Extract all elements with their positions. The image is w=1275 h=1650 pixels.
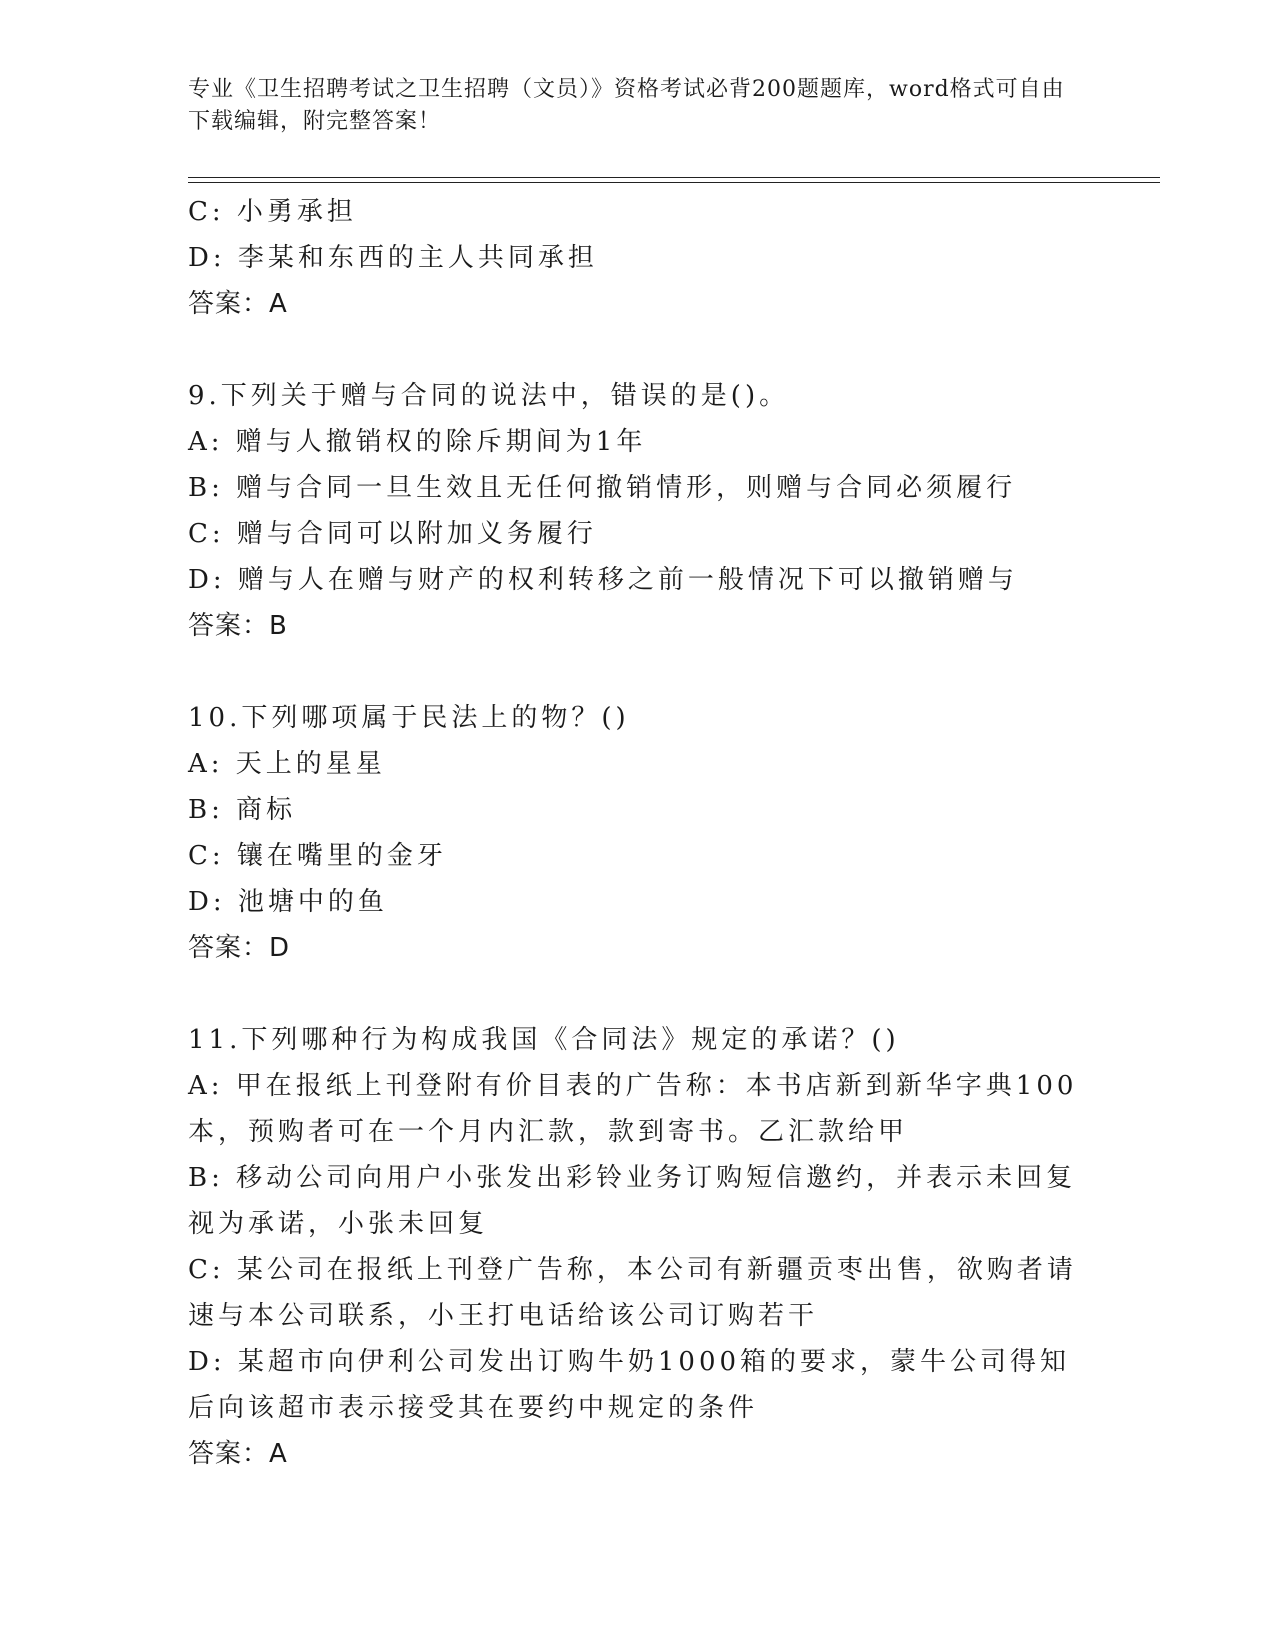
answer-line: 答案：A — [188, 289, 288, 319]
header-divider-bottom — [188, 182, 1160, 183]
question-8-continued — [188, 189, 1088, 327]
option-d: D: 李某和东西的主人共同承担 — [188, 243, 598, 273]
option-c: C: 赠与合同可以附加义务履行 — [188, 519, 597, 549]
question-stem: 9.下列关于赠与合同的说法中，错误的是()。 — [188, 381, 790, 411]
option-b: B: 赠与合同一旦生效且无任何撤销情形，则赠与合同必须履行 — [188, 473, 1017, 503]
option-b: B: 移动公司向用户小张发出彩铃业务订购短信邀约，并表示未回复视为承诺，小张未回复 — [188, 1163, 1077, 1239]
answer-line: 答案：B — [188, 611, 288, 641]
option-c: C: 某公司在报纸上刊登广告称，本公司有新疆贡枣出售，欲购者请速与本公司联系，小王打电话给该公司订购若干 — [188, 1255, 1077, 1331]
option-a: A: 赠与人撤销权的除斥期间为1年 — [188, 427, 647, 457]
option-b: B: 商标 — [188, 795, 297, 825]
document-header: 专业《卫生招聘考试之卫生招聘（文员）》资格考试必背200题题库，word格式可自由下载编辑，附完整答案！ — [188, 77, 1065, 134]
question-stem: 10.下列哪项属于民法上的物？() — [188, 703, 630, 733]
answer-line: 答案：A — [188, 1439, 288, 1469]
option-d: D: 某超市向伊利公司发出订购牛奶1000箱的要求，蒙牛公司得知后向该超市表示接受其在要约中规定的条件 — [188, 1347, 1071, 1423]
option-d: D: 池塘中的鱼 — [188, 887, 388, 917]
question-list — [188, 189, 1088, 1523]
question-stem: 11.下列哪种行为构成我国《合同法》规定的承诺？() — [188, 1025, 900, 1055]
option-a: A: 天上的星星 — [188, 749, 386, 779]
option-c: C: 镶在嘴里的金牙 — [188, 841, 447, 871]
header-divider-top — [188, 177, 1160, 178]
answer-line: 答案：D — [188, 933, 291, 963]
option-d: D: 赠与人在赠与财产的权利转移之前一般情况下可以撤销赠与 — [188, 565, 1018, 595]
question-9 — [188, 373, 1088, 649]
question-11 — [188, 1017, 1088, 1477]
option-a: A: 甲在报纸上刊登附有价目表的广告称：本书店新到新华字典100本，预购者可在一个月内汇款，款到寄书。乙汇款给甲 — [188, 1071, 1078, 1147]
option-c: C: 小勇承担 — [188, 197, 357, 227]
question-10 — [188, 695, 1088, 971]
